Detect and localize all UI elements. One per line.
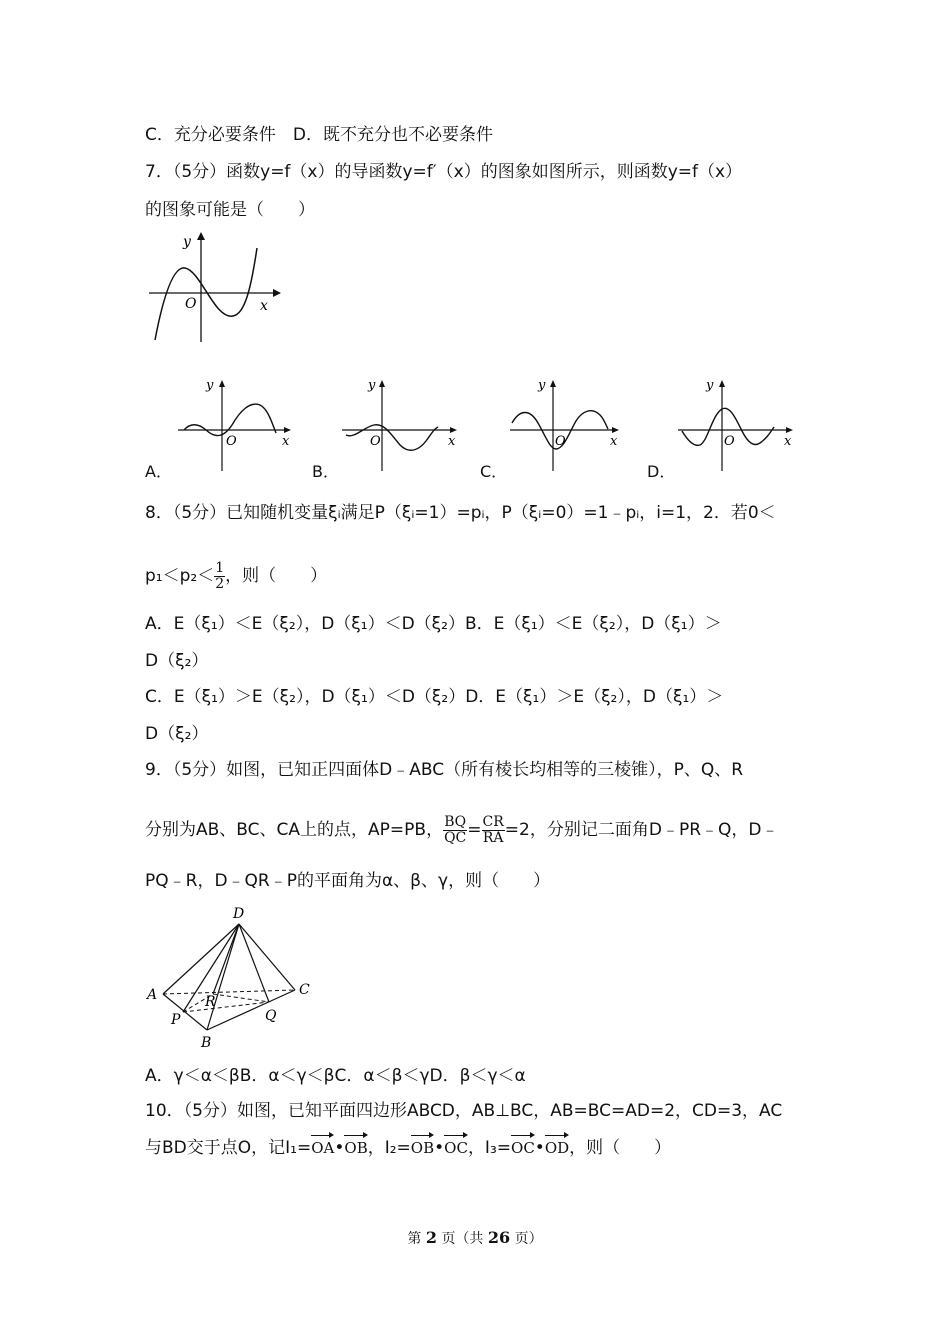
q10-dot-2: • <box>434 1138 445 1158</box>
q10-vector-ob-1: OB <box>344 1139 368 1157</box>
q7-option-a-graph[interactable] <box>176 375 296 475</box>
q7-c-y-label: y <box>538 378 546 393</box>
q10-sep-1: ，I₂= <box>367 1138 411 1158</box>
footer-total-pages: 26 <box>487 1228 511 1247</box>
q9-tetrahedron-figure <box>143 902 323 1054</box>
q7-derivative-graph <box>145 228 285 348</box>
q10-sep-2: ，I₃= <box>467 1138 512 1158</box>
q8-options-cd: C．E（ξ₁）＞E（ξ₂），D（ξ₁）＜D（ξ₂）D．E（ξ₁）＞E（ξ₂），D（ξ₁）＞ <box>145 687 724 707</box>
q7-option-d-label: D． <box>647 462 676 481</box>
q9-fraction-bq-qc <box>443 815 467 846</box>
q7-option-d-graph[interactable] <box>676 375 802 475</box>
q9-stem-line1: 9．（5分）如图，已知正四面体D﹣ABC（所有棱长均相等的三棱锥），P、Q、R <box>145 760 744 780</box>
q7-option-a-label: A． <box>145 462 172 481</box>
q9-label-q: Q <box>265 1008 277 1024</box>
q9-label-a: A <box>147 987 158 1003</box>
q8-stem-line2 <box>145 558 327 594</box>
q10-line2-post: ，则（ ） <box>569 1138 672 1158</box>
q9-line2-post: =2，分别记二面角D﹣PR﹣Q，D﹣ <box>504 820 779 840</box>
q6-options-cd: C．充分必要条件 D．既不充分也不必要条件 <box>145 125 493 145</box>
q10-vector-od: OD <box>544 1139 570 1157</box>
q7-c-x-label: x <box>610 434 618 449</box>
q10-dot-3: • <box>534 1138 545 1158</box>
q7-a-y-label: y <box>206 378 214 393</box>
q9-label-b: B <box>201 1035 212 1051</box>
q9-label-r: R <box>205 994 216 1010</box>
q7-b-y-label: y <box>368 378 376 393</box>
q9-stem-line3: PQ﹣R，D﹣QR﹣P的平面角为α、β、γ，则（ ） <box>145 871 551 891</box>
q8-option-b-cont: D（ξ₂） <box>145 651 209 671</box>
q10-dot-1: • <box>334 1138 345 1158</box>
q7-d-origin-label: O <box>724 434 735 449</box>
q8-line2-post: ，则（ ） <box>225 566 328 586</box>
q9-equals: = <box>467 820 482 840</box>
q9-frac1-den: QC <box>444 829 467 846</box>
q10-line2-pre: 与BD交于点O，记I₁= <box>145 1138 312 1158</box>
q8-line2-pre: p₁＜p₂＜ <box>145 566 215 586</box>
q7-option-b-graph[interactable] <box>340 375 465 475</box>
q7-a-origin-label: O <box>226 434 237 449</box>
q9-frac2-den: RA <box>482 829 504 846</box>
q7-option-c-graph[interactable] <box>508 375 628 475</box>
q10-stem-line1: 10．（5分）如图，已知平面四边形ABCD，AB⊥BC，AB=BC=AD=2，CD=3，AC <box>145 1101 783 1121</box>
q9-frac2-num: CR <box>482 813 504 830</box>
footer-page-number: 2 <box>425 1228 437 1247</box>
q7-d-y-label: y <box>706 378 714 393</box>
q8-fraction-half <box>214 561 225 592</box>
q7-d-x-label: x <box>784 434 792 449</box>
q7-option-b-label: B． <box>312 462 339 481</box>
q10-vector-oc-1: OC <box>444 1139 468 1157</box>
q10-stem-line2 <box>145 1137 671 1159</box>
q7-stem-line2: 的图象可能是（ ） <box>145 200 315 220</box>
q8-stem-line1: 8．（5分）已知随机变量ξᵢ满足P（ξᵢ=1）=pᵢ，P（ξᵢ=0）=1﹣pᵢ，i=1，2．若0＜ <box>145 503 776 523</box>
q10-vector-ob-2: OB <box>410 1139 435 1157</box>
q9-stem-line2 <box>145 810 778 850</box>
q8-frac-num: 1 <box>215 559 225 576</box>
q7-b-x-label: x <box>448 434 456 449</box>
q7-a-x-label: x <box>282 434 290 449</box>
footer-pre: 第 <box>407 1231 422 1247</box>
q7-axis-x-label: x <box>260 298 268 314</box>
q7-axis-y-label: y <box>183 234 191 250</box>
q8-options-ab: A．E（ξ₁）＜E（ξ₂），D（ξ₁）＜D（ξ₂）B．E（ξ₁）＜E（ξ₂），D（ξ₁）＞ <box>145 614 722 634</box>
q7-b-origin-label: O <box>370 434 381 449</box>
q7-origin-label: O <box>185 296 197 312</box>
q10-vector-oc-2: OC <box>511 1139 535 1157</box>
q8-option-d-cont: D（ξ₂） <box>145 724 209 744</box>
footer-mid: 页（共 <box>441 1231 484 1247</box>
q7-option-c-label: C． <box>480 462 508 481</box>
q10-vector-oa: OA <box>311 1139 335 1157</box>
q7-c-origin-label: O <box>555 434 566 449</box>
q9-line2-pre: 分别为AB、BC、CA上的点，AP=PB， <box>145 820 444 840</box>
q9-frac1-num: BQ <box>444 813 467 830</box>
footer-post: 页） <box>514 1231 543 1247</box>
q9-label-p: P <box>171 1012 181 1028</box>
q9-fraction-cr-ra <box>482 815 505 846</box>
q9-label-d: D <box>233 906 245 922</box>
page-footer <box>0 1228 950 1248</box>
q9-options: A．γ＜α＜βB．α＜γ＜βC．α＜β＜γD．β＜γ＜α <box>145 1066 526 1086</box>
q7-stem-line1: 7．（5分）函数y=f（x）的导函数y=f′（x）的图象如图所示，则函数y=f（x） <box>145 162 743 182</box>
q9-label-c: C <box>299 982 310 998</box>
q8-frac-den: 2 <box>215 575 225 592</box>
